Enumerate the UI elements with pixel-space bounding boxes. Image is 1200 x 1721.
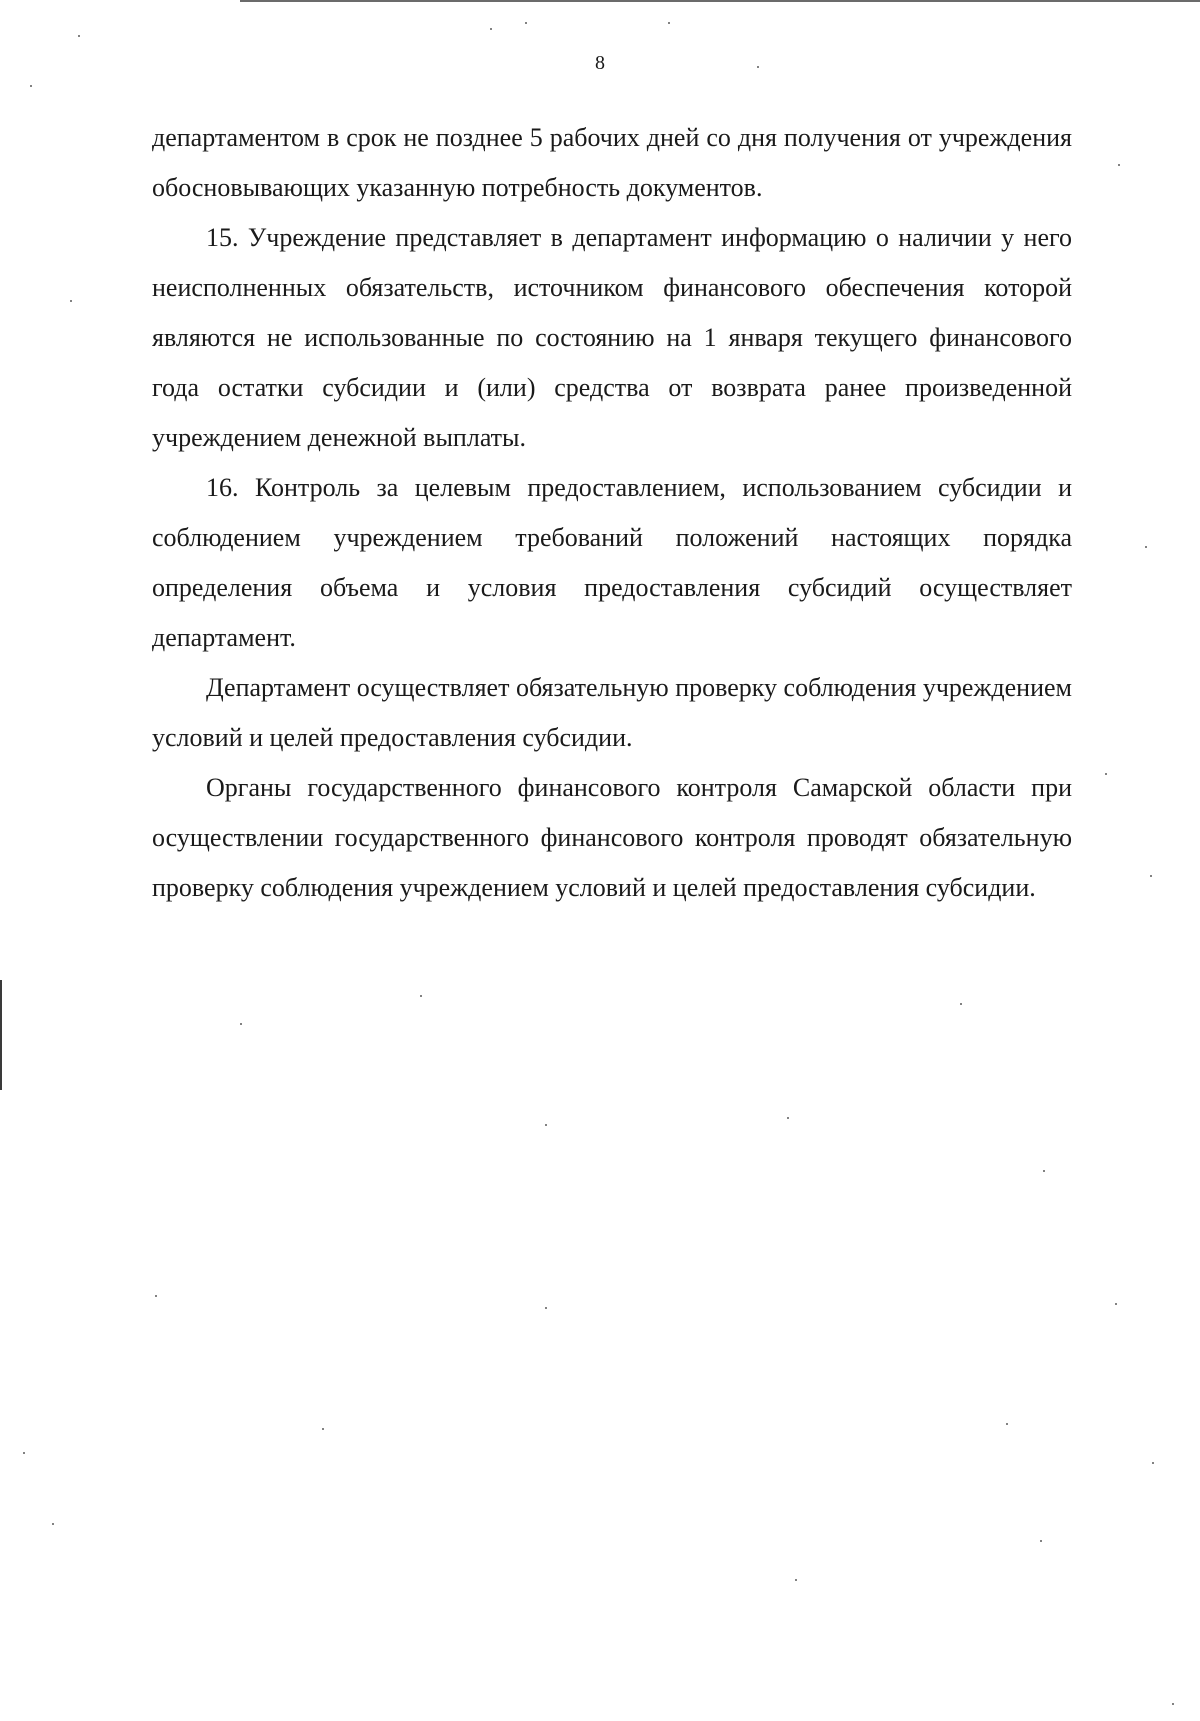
- paragraph: департаментом в срок не позднее 5 рабочих дней со дня получения от учреждения обосновывающих указанную потребность документов.: [152, 123, 1072, 202]
- scan-speck: [240, 1023, 242, 1025]
- scan-speck: [1118, 164, 1120, 166]
- scan-speck: [78, 35, 80, 37]
- scan-speck: [1150, 875, 1152, 877]
- scan-speck: [545, 1124, 547, 1126]
- scan-speck: [155, 1295, 157, 1297]
- scan-speck: [490, 28, 492, 30]
- scan-speck: [1172, 1703, 1174, 1705]
- paragraph: Органы государственного финансового контроля Самарской области при осуществлении государственного финансового контроля проводят обязательную проверку соблюдения учреждением условий и целей предоставления субсидии.: [152, 773, 1072, 902]
- scan-border-line: [240, 0, 1200, 2]
- scan-speck: [1043, 1170, 1045, 1172]
- scan-speck: [1006, 1423, 1008, 1425]
- scan-speck: [1115, 1303, 1117, 1305]
- scan-speck: [1105, 773, 1107, 775]
- scan-speck: [1145, 546, 1147, 548]
- scan-speck: [795, 1579, 797, 1581]
- scan-speck: [420, 995, 422, 997]
- page-number: 8: [595, 52, 605, 74]
- scan-edge-mark: [0, 980, 2, 1090]
- scan-speck: [787, 1117, 789, 1119]
- scan-speck: [30, 85, 32, 87]
- document-body: [152, 113, 1072, 913]
- scan-speck: [1040, 1540, 1042, 1542]
- scan-speck: [960, 1003, 962, 1005]
- scan-speck: [668, 22, 670, 24]
- scan-speck: [23, 1452, 25, 1454]
- scan-speck: [1152, 1462, 1154, 1464]
- scan-speck: [525, 22, 527, 24]
- paragraph: Департамент осуществляет обязательную проверку соблюдения учреждением условий и целей предоставления субсидии.: [152, 673, 1072, 752]
- scan-speck: [322, 1428, 324, 1430]
- paragraph-item-16: 16. Контроль за целевым предоставлением, использованием субсидии и соблюдением учреждением требований положений настоящих порядка определения объема и условия предоставления субсидий осуществляет департамент.: [152, 473, 1072, 652]
- scan-speck: [545, 1307, 547, 1309]
- scan-speck: [52, 1523, 54, 1525]
- scan-speck: [70, 300, 72, 302]
- paragraph-item-15: 15. Учреждение представляет в департамент информацию о наличии у него неисполненных обязательств, источником финансового обеспечения которой являются не использованные по состоянию на 1 января текущего финансового года остатки субсидии и (или) средства от возврата ранее произведенной учреждением денежной выплаты.: [152, 223, 1072, 452]
